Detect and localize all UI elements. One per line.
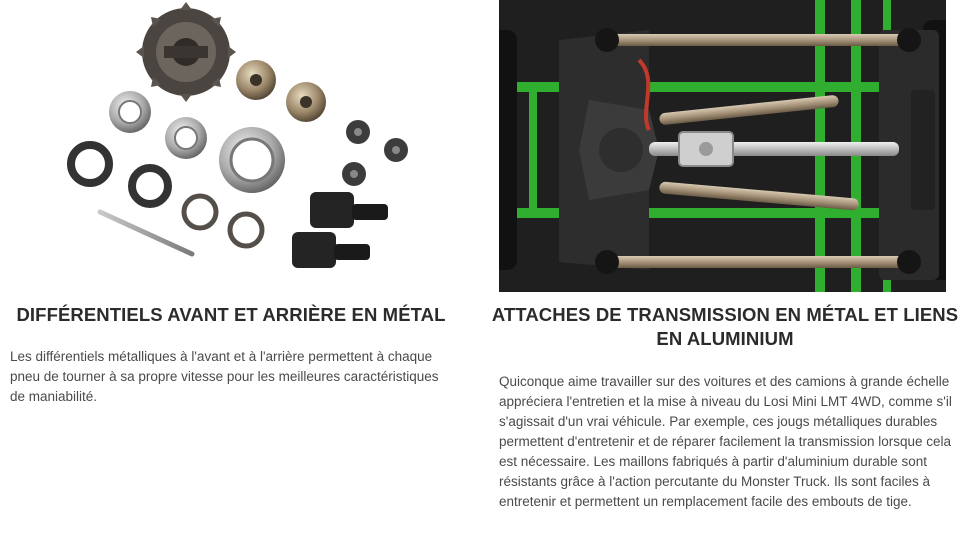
feature-title: ATTACHES DE TRANSMISSION EN MÉTAL ET LIENS EN ALUMINIUM	[491, 304, 959, 349]
washer-4	[230, 214, 262, 246]
chassis-illustration	[499, 0, 946, 292]
feature-description: Quiconque aime travailler sur des voitures et des camions à grande échelle appréciera l'entretien et la mise à niveau du Losi Mini LMT 4WD, comme s'il s'agissait d'un vrai véhicule. Par exemple, ces jougs métalliques durables permettent d'entretenir et de réparer facilement la transmission lorsque cela est nécessaire. Les maillons fabriqués à partir d'aluminium durable sont résistants grâce à l'action percutante du Monster Truck. Ils sont faciles à entretenir et permettent un remplacement facile des embouts de tige.	[499, 374, 952, 509]
washer-2	[132, 168, 168, 204]
bevel-gear-2	[286, 82, 326, 122]
washer-3	[184, 196, 216, 228]
tire-left	[499, 30, 517, 270]
bearing-1	[109, 91, 151, 133]
feature-description: Les différentiels métalliques à l'avant et à l'arrière permettent à chaque pneu de tourner à sa propre vitesse pour les meilleures caractéristiques de maniabilité.	[10, 349, 439, 404]
bevel-gear-1	[236, 60, 276, 100]
differential-parts-illustration	[0, 0, 462, 292]
small-gear-1	[346, 120, 370, 144]
small-gear-2	[384, 138, 408, 162]
washer-1	[71, 145, 109, 183]
bearing-2	[165, 117, 207, 159]
diff-pin	[100, 212, 192, 254]
chassis-transmission-image	[499, 0, 946, 292]
outdrive-2	[292, 232, 370, 268]
small-gear-3	[342, 162, 366, 186]
ring-gear	[136, 2, 236, 102]
differential-parts-image	[0, 0, 462, 292]
bearing-large	[219, 127, 285, 193]
feature-title: DIFFÉRENTIELS AVANT ET ARRIÈRE EN MÉTAL	[16, 304, 446, 325]
outdrive-1	[310, 192, 388, 228]
